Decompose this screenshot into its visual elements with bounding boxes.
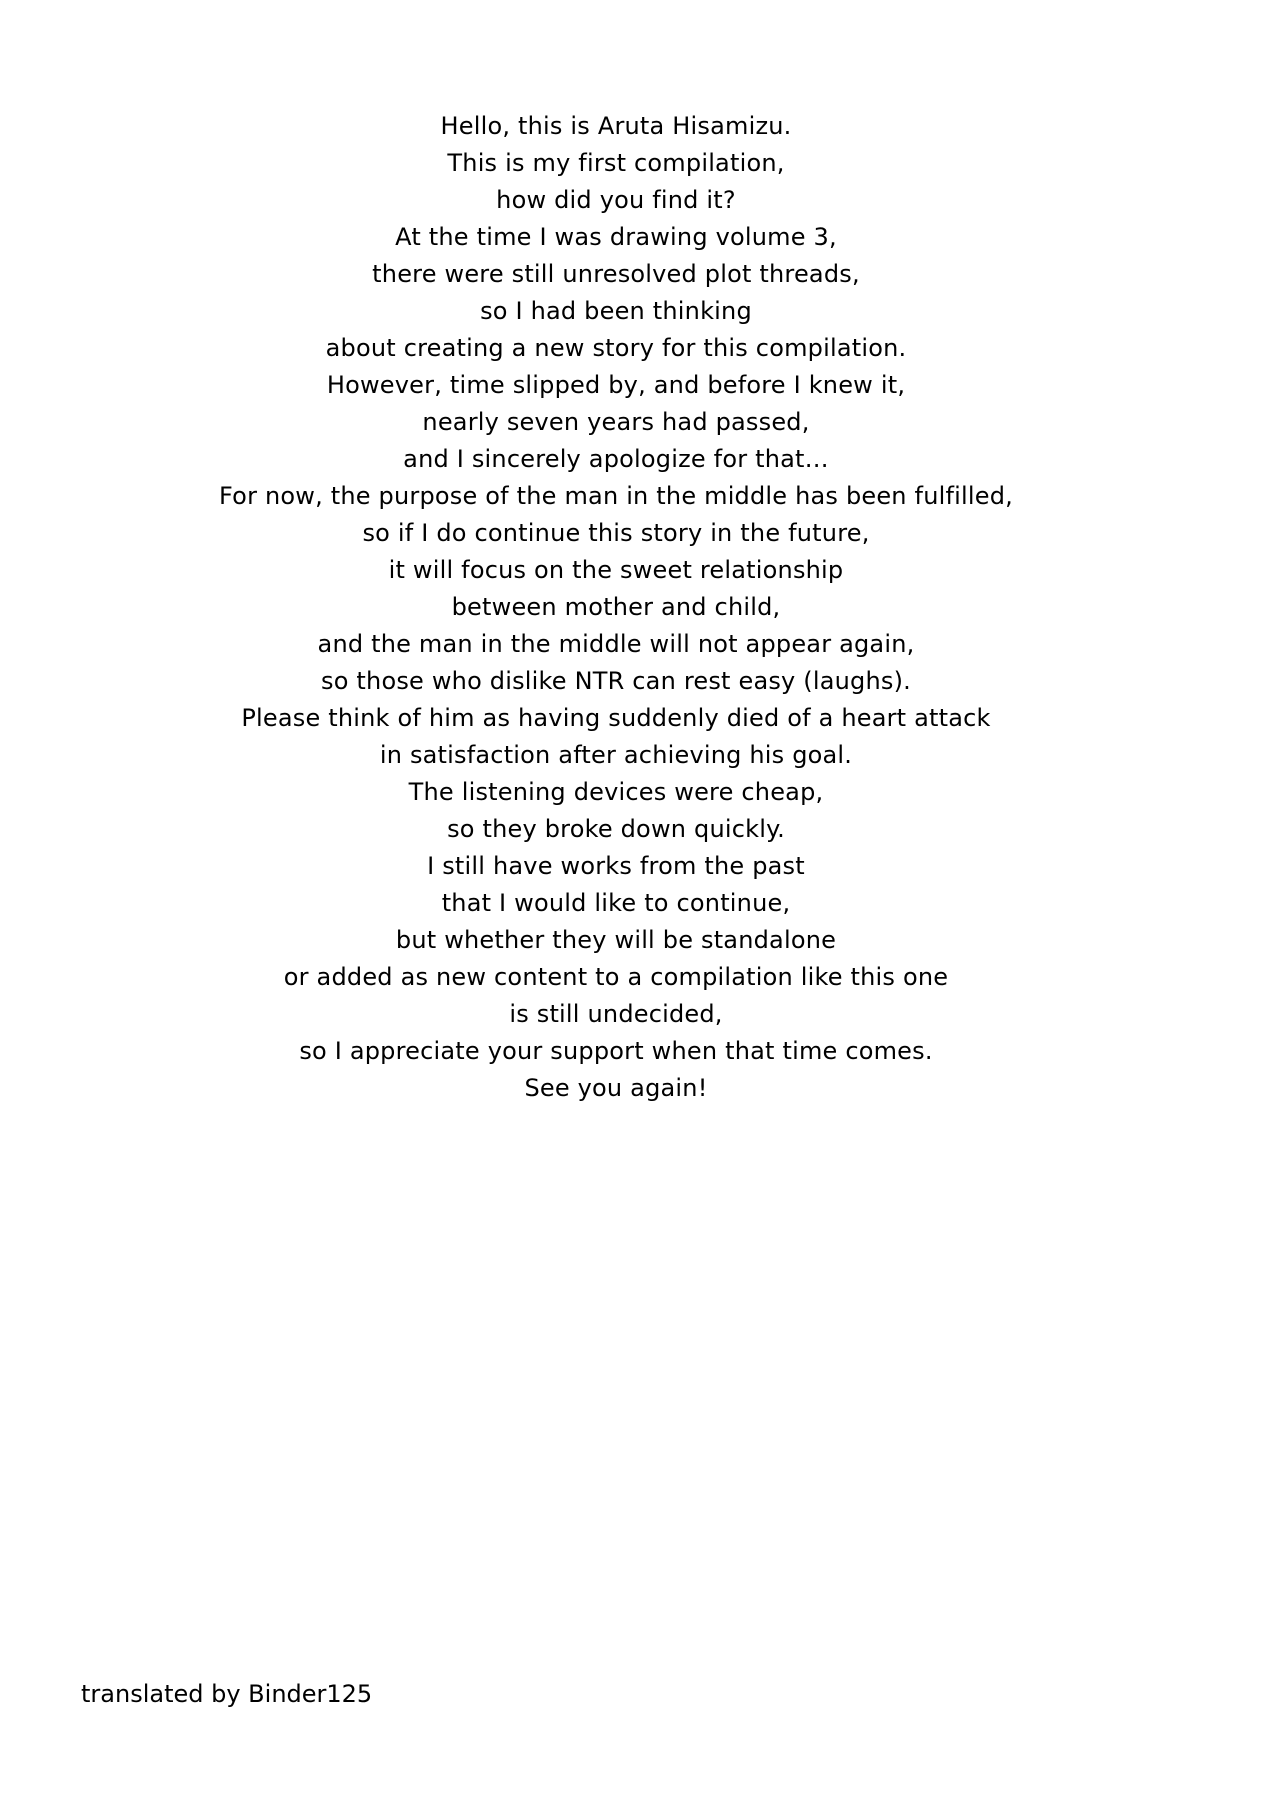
afterword-line: so they broke down quickly. — [447, 815, 785, 843]
afterword-line: about creating a new story for this compilation. — [325, 334, 907, 362]
afterword-line: However, time slipped by, and before I knew it, — [326, 371, 906, 399]
afterword-line: so I appreciate your support when that time comes. — [299, 1037, 933, 1065]
afterword-line: nearly seven years had passed, — [422, 408, 810, 436]
afterword-line: so if I do continue this story in the future, — [362, 519, 870, 547]
translator-credit: translated by Binder125 — [81, 1680, 373, 1708]
afterword-line: For now, the purpose of the man in the middle has been fulfilled, — [219, 482, 1013, 510]
afterword-line: Please think of him as having suddenly died of a heart attack — [241, 704, 991, 732]
afterword-line: it will focus on the sweet relationship — [388, 556, 844, 584]
afterword-line: and the man in the middle will not appear again, — [317, 630, 915, 658]
afterword-line: so those who dislike NTR can rest easy (laughs). — [321, 667, 911, 695]
afterword-line: that I would like to continue, — [441, 889, 791, 917]
afterword-line: is still undecided, — [509, 1000, 723, 1028]
afterword-line: in satisfaction after achieving his goal. — [379, 741, 853, 769]
afterword-line: The listening devices were cheap, — [408, 778, 824, 806]
afterword-line: so I had been thinking — [480, 297, 752, 325]
afterword-line: but whether they will be standalone — [395, 926, 837, 954]
afterword-line: Hello, this is Aruta Hisamizu. — [440, 112, 792, 140]
afterword-text — [0, 108, 1232, 1107]
afterword-line: and I sincerely apologize for that… — [403, 445, 829, 473]
afterword-line: there were still unresolved plot threads, — [372, 260, 860, 288]
afterword-line: how did you find it? — [496, 186, 736, 214]
afterword-line: I still have works from the past — [427, 852, 805, 880]
afterword-line: between mother and child, — [451, 593, 781, 621]
afterword-line: See you again! — [524, 1074, 708, 1102]
afterword-line: At the time I was drawing volume 3, — [395, 223, 837, 251]
afterword-line: or added as new content to a compilation like this one — [283, 963, 949, 991]
afterword-line: This is my first compilation, — [447, 149, 785, 177]
